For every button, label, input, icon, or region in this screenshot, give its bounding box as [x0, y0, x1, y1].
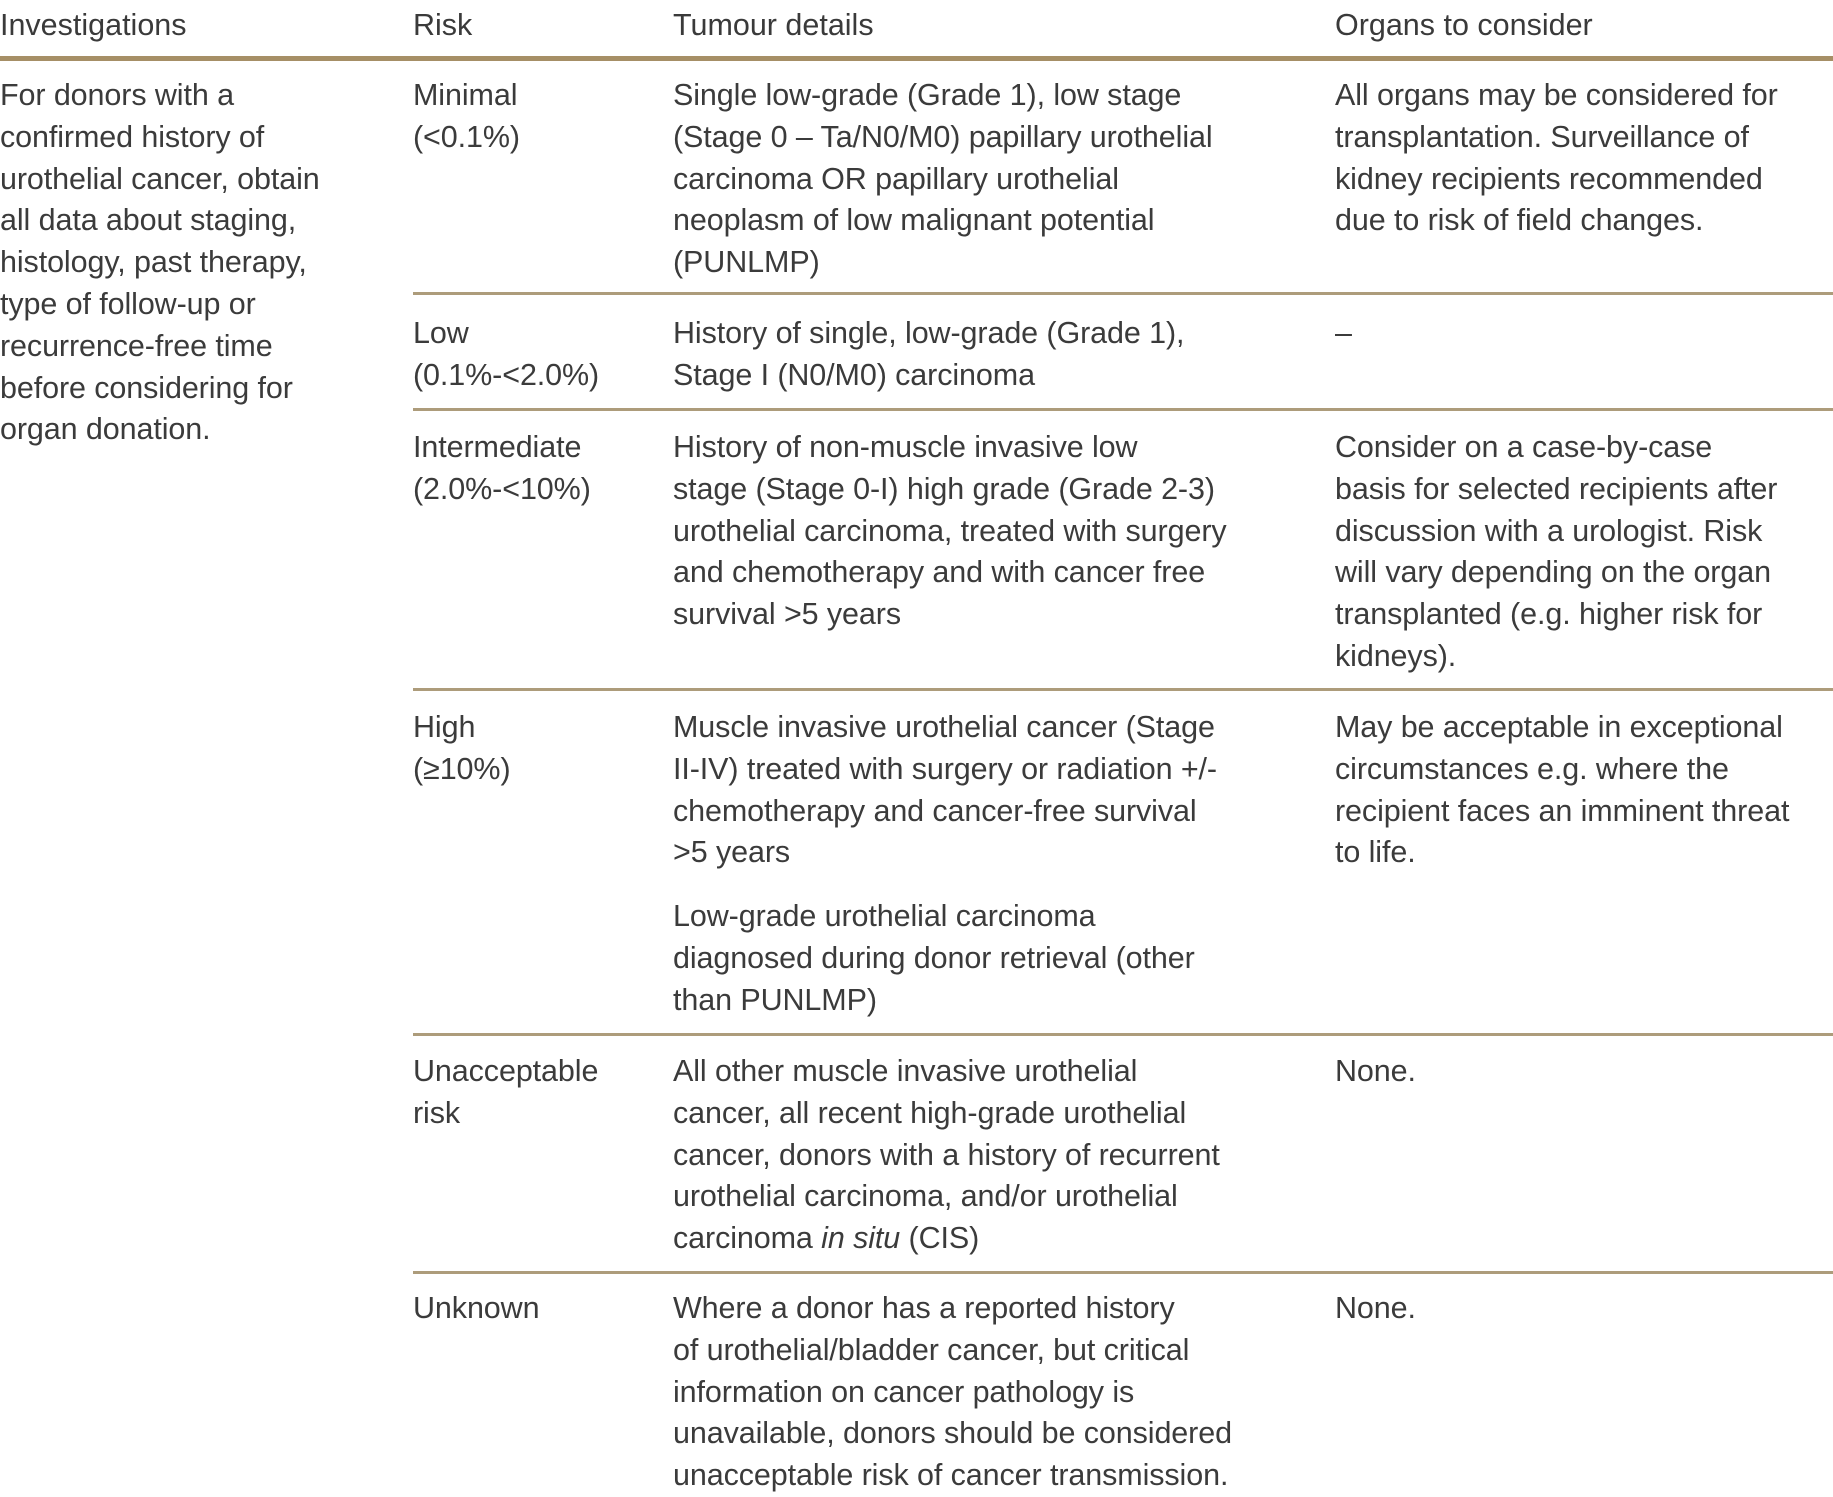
row-divider — [413, 1271, 1833, 1274]
header-divider — [0, 56, 1833, 61]
tumour-text-italic: in situ — [821, 1221, 901, 1256]
organs-cell: – — [1335, 316, 1352, 350]
row-divider — [413, 1033, 1833, 1036]
risk-cell: Unknown — [413, 1291, 540, 1325]
row-divider — [413, 408, 1833, 411]
tumour-details-cell: History of single, low-grade (Grade 1), Stage I (N0/M0) carcinoma — [673, 316, 1185, 392]
organs-cell: All organs may be considered for transplantation. Surveillance of kidney recipients recommended due to risk of field changes. — [1335, 78, 1778, 238]
header-risk: Risk — [413, 8, 473, 42]
investigations-text: For donors with a confirmed history of urothelial cancer, obtain all data about staging, histology, past therapy, type of follow-up or recurrence-free time before considering for organ donation. — [0, 78, 320, 447]
row-divider — [413, 688, 1833, 691]
risk-cell: Low (0.1%-<2.0%) — [413, 316, 600, 392]
tumour-details-cell: Where a donor has a reported history of urothelial/bladder cancer, but critical information on cancer pathology is unavailable, donors should be considered unacceptable risk of cancer transmission. — [673, 1291, 1232, 1493]
header-investigations: Investigations — [0, 8, 187, 42]
organs-cell: May be acceptable in exceptional circumstances e.g. where the recipient faces an imminent threat to life. — [1335, 710, 1790, 870]
tumour-details-cell: History of non-muscle invasive low stage (Stage 0-I) high grade (Grade 2-3) urothelial carcinoma, treated with surgery and chemotherapy and with cancer free survival >5 years — [673, 430, 1227, 632]
row-divider — [413, 292, 1833, 295]
tumour-details-cell: Muscle invasive urothelial cancer (Stage II-IV) treated with surgery or radiation +/- chemotherapy and cancer-free survival >5 years — [673, 710, 1217, 870]
risk-cell: Unacceptable risk — [413, 1054, 599, 1130]
tumour-text: (CIS) — [900, 1221, 980, 1256]
tumour-details-cell: Single low-grade (Grade 1), low stage (Stage 0 – Ta/N0/M0) papillary urothelial carcinoma OR papillary urothelial neoplasm of low malignant potential (PUNLMP) — [673, 78, 1213, 280]
organs-cell: Consider on a case-by-case basis for selected recipients after discussion with a urologist. Risk will vary depending on the organ transplanted (e.g. higher risk for kidneys). — [1335, 430, 1778, 673]
risk-cell: Intermediate (2.0%-<10%) — [413, 430, 591, 506]
organs-cell: None. — [1335, 1291, 1416, 1325]
header-tumour-details: Tumour details — [673, 8, 874, 42]
tumour-details-cell-secondary: Low-grade urothelial carcinoma diagnosed during donor retrieval (other than PUNLMP) — [673, 899, 1195, 1017]
header-organs-to-consider: Organs to consider — [1335, 8, 1593, 42]
risk-cell: Minimal (<0.1%) — [413, 78, 520, 154]
tumour-text: All other muscle invasive urothelial cancer, all recent high-grade urothelial cancer, donors with a history of recurrent urothelial carcinoma, and/or urothelial carcinoma — [673, 1054, 1220, 1256]
risk-cell: High (≥10%) — [413, 710, 511, 786]
organs-cell: None. — [1335, 1054, 1416, 1088]
tumour-details-cell — [673, 1051, 1323, 1260]
